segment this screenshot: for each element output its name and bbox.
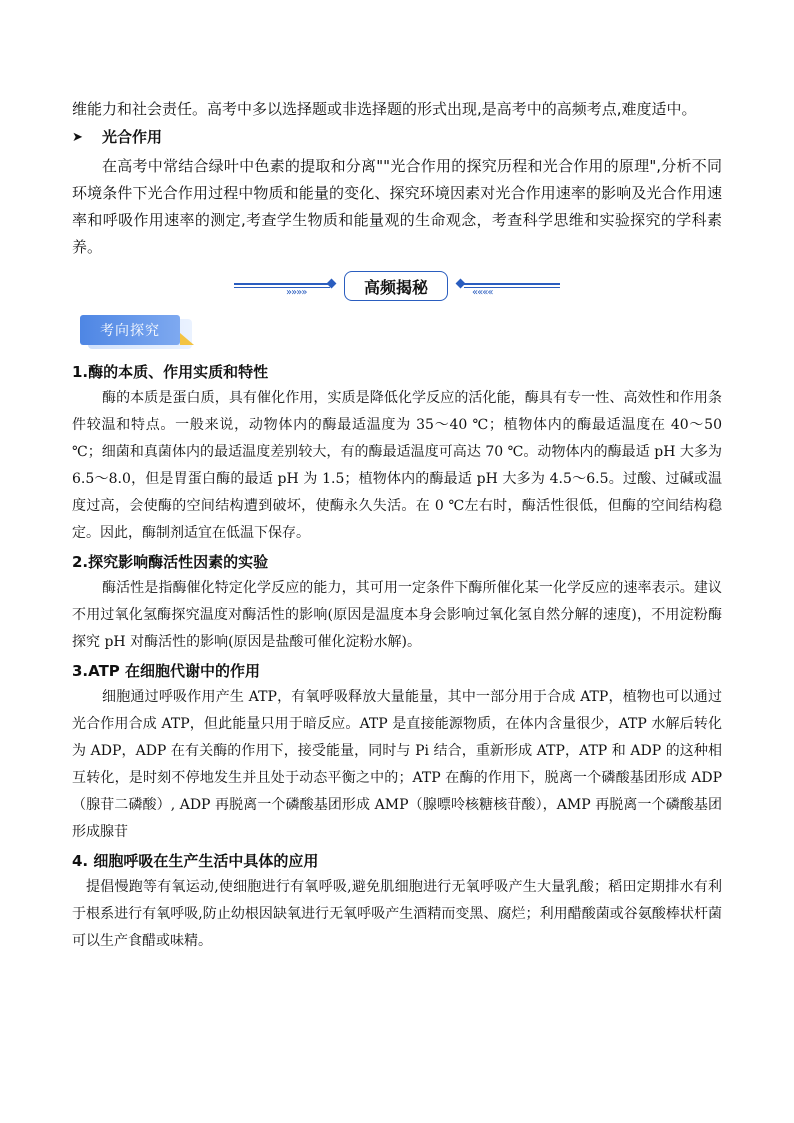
section-2 (72, 549, 722, 656)
topic-tag (80, 315, 200, 355)
section-body: 细胞通过呼吸作用产生 ATP，有氧呼吸释放大量能量，其中一部分用于合成 ATP，植物也可以通过光合作用合成 ATP，但此能量只用于暗反应。ATP 是直接能源物质，在体内含量很少，ATP 水解后转化为 ADP，ADP 在有关酶的作用下，接受能量，同时与 Pi 结合，重新形成 ATP，ATP 和 ADP 的这种相互转化，是时刻不停地发生并且处于动态平衡之中的；ATP 在酶的作用下，脱离一个磷酸基团形成 ADP（腺苷二磷酸）, ADP 再脱离一个磷酸基团形成 AMP（腺嘌呤核糖核苷酸），AMP 再脱离一个磷酸基团形成腺苷 (72, 689, 722, 840)
banner-arrows-right-icon: «««« (472, 287, 493, 298)
bullet-photosynthesis (72, 124, 722, 151)
section-banner (72, 271, 722, 311)
bullet-label: 光合作用 (102, 128, 163, 146)
section-3 (72, 658, 722, 846)
section-body: 提倡慢跑等有氧运动,使细胞进行有氧呼吸,避免肌细胞进行无氧呼吸产生大量乳酸；稻田定期排水有利于根系进行有氧呼吸,防止幼根因缺氧进行无氧呼吸产生酒精而变黑、腐烂；利用醋酸菌或谷氨酸棒状杆菌可以生产食醋或味精。 (72, 879, 722, 949)
tag-label: 考向探究 (80, 315, 180, 345)
banner-title: 高频揭秘 (344, 271, 448, 301)
bullet-arrow-icon: ➤ (72, 130, 83, 145)
banner-line-left-thin (234, 287, 330, 288)
banner-arrows-left-icon: »»»» (286, 287, 307, 298)
section-1 (72, 359, 722, 547)
document-page (72, 96, 722, 955)
section-body: 酶的本质是蛋白质，具有催化作用，实质是降低化学反应的活化能，酶具有专一性、高效性和作用条件较温和特点。一般来说，动物体内的酶最适温度为 35～40 ℃；植物体内的酶最适温度在 40～50 ℃；细菌和真菌体内的最适温度差别较大，有的酶最适温度可高达 70 ℃。动物体内的酶最适 pH 大多为 6.5～8.0，但是胃蛋白酶的最适 pH 为 1.5；植物体内的酶最适 pH 大多为 4.5～6.5。过酸、过碱或温度过高，会使酶的空间结构遭到破坏，使酶永久失活。在 0 ℃左右时，酶活性很低，但酶的空间结构稳定。因此，酶制剂适宜在低温下保存。 (72, 390, 722, 541)
tag-corner-icon (180, 333, 194, 345)
photosynthesis-paragraph: 在高考中常结合绿叶中色素的提取和分离""光合作用的探究历程和光合作用的原理",分析不同环境条件下光合作用过程中物质和能量的变化、探究环境因素对光合作用速率的影响及光合作用速率和呼吸作用速率的测定,考查学生物质和能量观的生命观念，考查科学思维和实验探究的学科素养。 (72, 157, 722, 256)
banner-line-right (464, 283, 560, 285)
intro-tail-paragraph: 维能力和社会责任。高考中多以选择题或非选择题的形式出现,是高考中的高频考点,难度适中。 (72, 100, 697, 118)
section-title: 2.探究影响酶活性因素的实验 (72, 553, 269, 571)
section-4 (72, 848, 722, 955)
section-title: 4. 细胞呼吸在生产生活中具体的应用 (72, 852, 319, 870)
section-body: 酶活性是指酶催化特定化学反应的能力，其可用一定条件下酶所催化某一化学反应的速率表示。建议不用过氧化氢酶探究温度对酶活性的影响(原因是温度本身会影响过氧化氢自然分解的速度)，不用淀粉酶探究 pH 对酶活性的影响(原因是盐酸可催化淀粉水解)。 (72, 580, 722, 650)
section-title: 3.ATP 在细胞代谢中的作用 (72, 662, 261, 680)
banner-line-left (234, 283, 330, 285)
section-title: 1.酶的本质、作用实质和特性 (72, 363, 269, 381)
